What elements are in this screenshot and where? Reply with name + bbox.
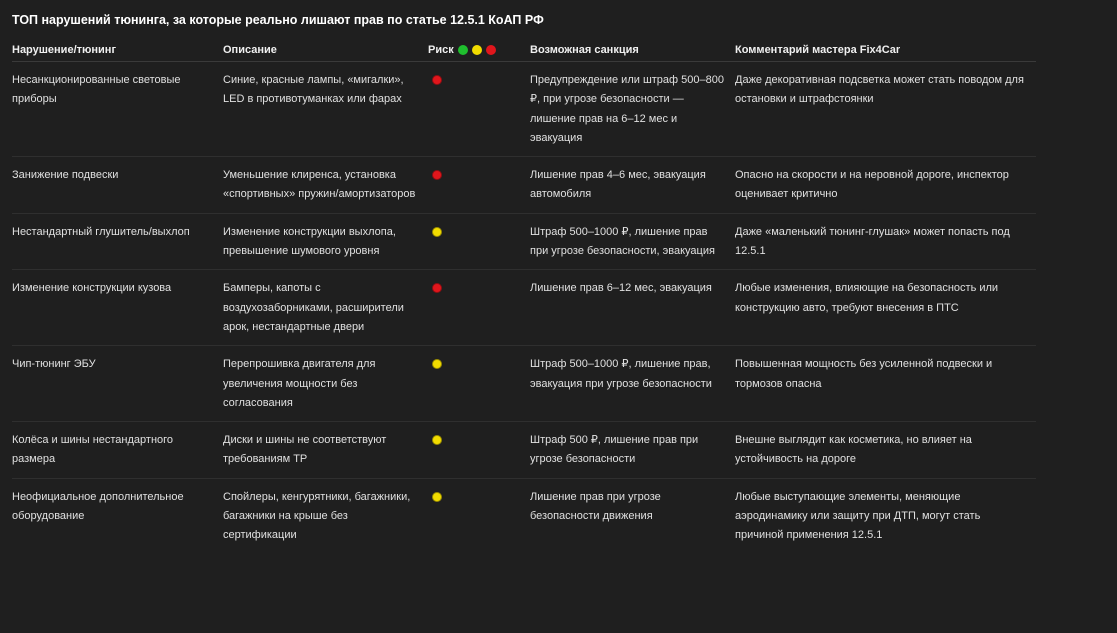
risk-dot-icon [432,283,442,293]
risk-dot-icon [432,359,442,369]
cell-description: Спойлеры, кенгурятники, багажники, багажники на крыше без сертификации [223,490,411,542]
table-row [12,157,1036,214]
cell-violation: Занижение подвески [12,157,223,214]
cell-comment: Опасно на скорости и на неровной дороге, инспектор оценивает критично [735,157,1036,214]
risk-dot-icon [432,435,442,445]
risk-dot-icon [432,492,442,502]
cell-risk [428,157,530,214]
table-row [12,62,1036,157]
cell-description: Уменьшение клиренса, установка «спортивных» пружин/амортизаторов [223,157,428,214]
cell-violation: Несанкционированные световые приборы [12,62,223,157]
cell-violation: Изменение конструкции кузова [12,270,223,346]
cell-comment: Даже декоративная подсветка может стать поводом для остановки и штрафстоянки [735,62,1036,157]
header-description: Описание [223,38,428,62]
cell-sanction: Предупреждение или штраф 500–800 ₽, при угрозе безопасности — лишение прав на 6–12 мес и эвакуация [530,62,735,157]
cell-description: Изменение конструкции выхлопа, превышение шумового уровня [223,213,428,270]
cell-risk [428,478,530,553]
table-row [12,346,1036,422]
green-dot-icon [458,45,468,55]
cell-description: Бамперы, капоты с воздухозаборниками, расширители арок, нестандартные двери [223,270,428,346]
cell-comment: Любые выступающие элементы, меняющие аэродинамику или защиту при ДТП, могут стать причиной применения 12.5.1 [735,490,981,542]
cell-violation: Нестандартный глушитель/выхлоп [12,213,223,270]
header-risk [428,38,530,62]
cell-sanction: Лишение прав 4–6 мес, эвакуация автомобиля [530,157,735,214]
risk-dot-icon [432,170,442,180]
header-comment: Комментарий мастера Fix4Car [735,38,1036,62]
table-row [12,270,1036,346]
page-title: ТОП нарушений тюнинга, за которые реально лишают прав по статье 12.5.1 КоАП РФ [12,13,544,27]
risk-dot-icon [432,227,442,237]
table-row [12,478,1036,553]
cell-sanction: Штраф 500–1000 ₽, лишение прав при угрозе безопасности, эвакуация [530,213,735,270]
cell-comment: Повышенная мощность без усиленной подвески и тормозов опасна [735,346,1036,422]
cell-description: Синие, красные лампы, «мигалки», LED в противотуманках или фарах [223,62,428,157]
cell-risk [428,270,530,346]
cell-violation: Чип-тюнинг ЭБУ [12,346,223,422]
cell-comment: Внешне выглядит как косметика, но влияет на устойчивость на дороге [735,422,1036,479]
cell-sanction: Лишение прав при угрозе безопасности движения [530,490,661,523]
cell-risk [428,422,530,479]
yellow-dot-icon [472,45,482,55]
cell-comment: Даже «маленький тюнинг-глушак» может попасть под 12.5.1 [735,213,1036,270]
table-row [12,422,1036,479]
cell-sanction: Лишение прав 6–12 мес, эвакуация [530,270,735,346]
cell-violation: Неофициальное дополнительное оборудование [12,490,184,523]
cell-risk [428,213,530,270]
header-violation: Нарушение/тюнинг [12,38,223,62]
cell-description: Диски и шины не соответствуют требованиям ТР [223,422,428,479]
cell-risk [428,346,530,422]
table-row [12,213,1036,270]
header-sanction: Возможная санкция [530,38,735,62]
cell-description: Перепрошивка двигателя для увеличения мощности без согласования [223,346,428,422]
violations-table [12,38,1036,554]
cell-risk [428,62,530,157]
table-header-row [12,38,1036,62]
red-dot-icon [486,45,496,55]
cell-sanction: Штраф 500 ₽, лишение прав при угрозе безопасности [530,422,735,479]
risk-dot-icon [432,75,442,85]
header-risk-label: Риск [428,43,454,56]
cell-violation: Колёса и шины нестандартного размера [12,422,223,479]
cell-comment: Любые изменения, влияющие на безопасность или конструкцию авто, требуют внесения в ПТС [735,270,1036,346]
cell-sanction: Штраф 500–1000 ₽, лишение прав, эвакуация при угрозе безопасности [530,346,735,422]
